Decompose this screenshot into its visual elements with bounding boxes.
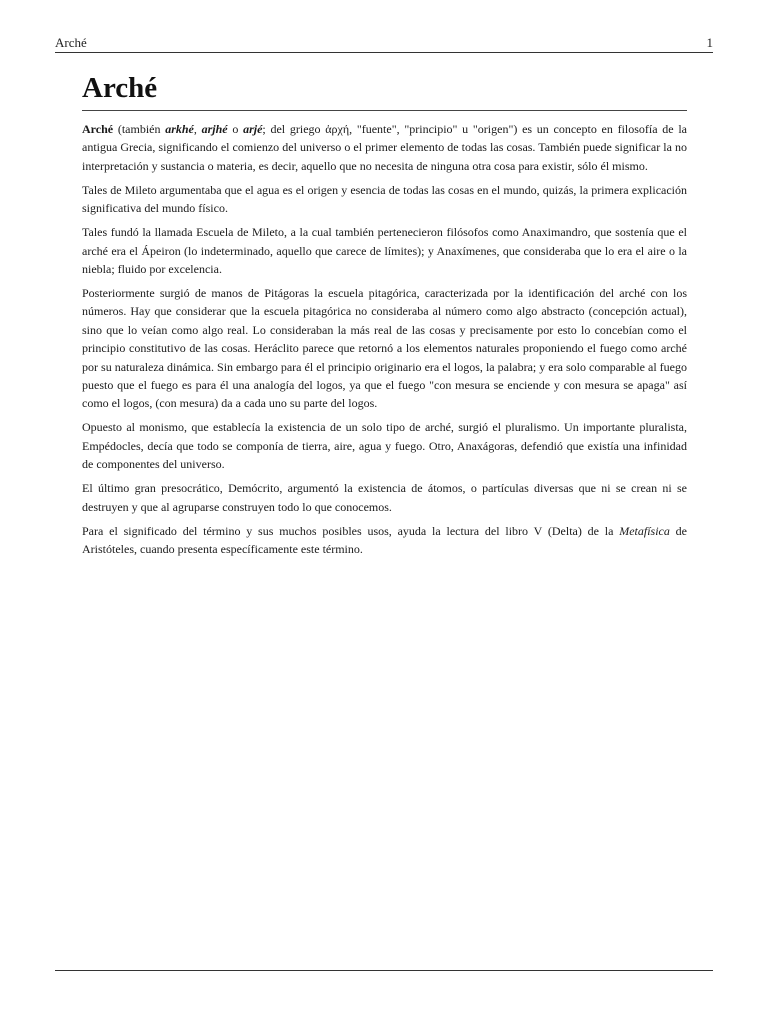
paragraph-intro: [82, 120, 687, 175]
title-rule: [82, 110, 687, 111]
text-run: ,: [193, 122, 202, 136]
book-title-metafisica: Metafísica: [619, 523, 670, 538]
variant-arkhe: arkhé: [165, 122, 194, 136]
variant-arje: arjé: [243, 122, 263, 136]
text-run: de Aristóteles, cuando presenta específicamente este término.: [82, 523, 687, 557]
text-run: o: [227, 122, 244, 136]
footer-rule: [55, 970, 713, 971]
paragraph-tales: Tales de Mileto argumentaba que el agua es el origen y esencia de todas las cosas en el mundo, quizás, la primera explicación significativa del mundo físico.: [82, 182, 687, 216]
variant-arjhe: arjhé: [201, 122, 228, 136]
paragraph-democritus: El último gran presocrático, Demócrito, argumentó la existencia de átomos, o partículas diversas que ni se crean ni se destruyen y que al agruparse construyen todo lo que conocemos.: [82, 481, 687, 514]
article-body: [82, 120, 687, 564]
paragraph-metaphysics: [82, 522, 687, 559]
running-title: Arché: [55, 35, 87, 50]
header-rule: [55, 52, 713, 53]
page-number: 1: [706, 35, 713, 50]
paragraph-pythagoras-heraclitus: Posteriormente surgió de manos de Pitágoras la escuela pitagórica, caracterizada por la identificación del arché con los números. Hay que considerar que la escuela pitagórica no consideraba al número como algo abstracto (concepción actual), sino que lo veían como algo real. Lo consideraban la más real de las cosas y precisamente por esto lo concebían como el principio constitutivo de las cosas. Heráclito parece que retornó a los elementos naturales proponiendo el fuego como arché por su naturaleza dinámica. Sin embargo para él el principio originario era el logos, la palabra; y era solo comparable al fuego puesto que el fuego es para él una analogía del logos, ya que el fuego "con mesura se enciende y con mesura se apaga" así como el logos, (con mesura) da a cada uno su parte del logos.: [82, 286, 687, 411]
article-title: Arché: [82, 72, 158, 104]
text-run: ; del griego ἀρχή, "fuente", "principio" u "origen") es un concepto en filosofía de la antigua Grecia, significando el comienzo del universo o el primer elemento de todas las cosas. También puede significar la no interpretación y sustancia o materia, es decir, aquello que no necesita de ninguna otra cosa para existir, sólo él mismo.: [82, 122, 688, 173]
running-header: [55, 35, 713, 51]
text-run: (también: [113, 122, 166, 136]
text-run: Para el significado del término y sus muchos posibles usos, ayuda la lectura del libro V (Delta) de la: [82, 523, 620, 538]
paragraph-miletus-school: Tales fundó la llamada Escuela de Mileto, a la cual también pertenecieron filósofos como Anaximandro, que sostenía que el arché era el Ápeiron (lo indeterminado, aquello que carece de límites); y Anaxímenes, que consideraba que lo era el aire o la niebla; fluido por excelencia.: [82, 225, 687, 277]
paragraph-pluralism: Opuesto al monismo, que establecía la existencia de un solo tipo de arché, surgió el pluralismo. Un importante pluralista, Empédocles, decía que todo se componía de tierra, aire, agua y fuego. Otro, Anaxágoras, defendió que existía una infinidad de componentes del universo.: [82, 420, 687, 472]
term-bold: Arché: [82, 122, 114, 136]
